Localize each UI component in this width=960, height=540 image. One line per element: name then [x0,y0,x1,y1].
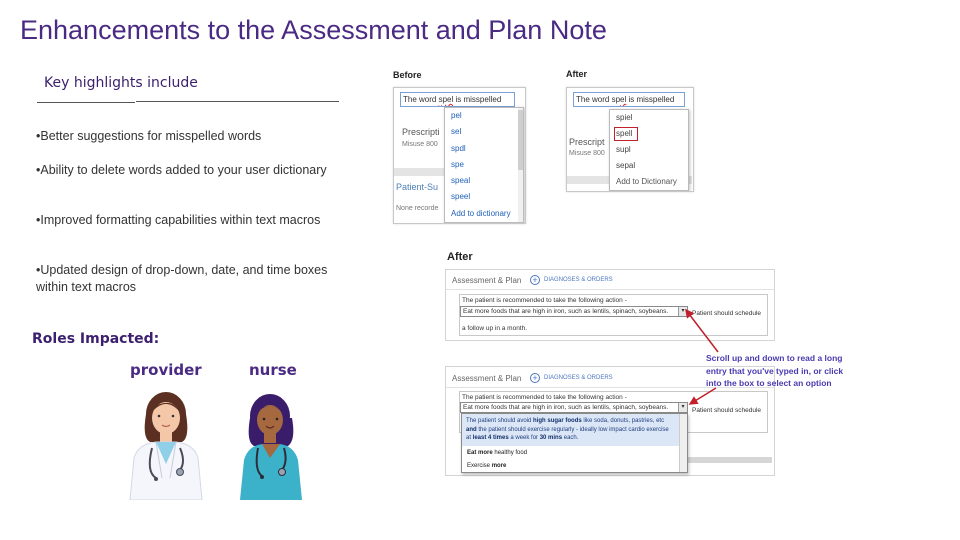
before-bg-misuse: Misuse 800 [402,141,438,148]
before-add-to-dictionary[interactable]: Add to dictionary [451,208,511,218]
before-bg-bar [394,168,444,176]
before-bg-patient: Patient-Su [396,182,439,192]
slide-title: Enhancements to the Assessment and Plan Note [20,15,607,45]
schedule-text: Patient should schedule [692,310,762,317]
dropdown-arrow-icon[interactable]: ▾ [678,403,687,412]
before-suggestion-list[interactable] [444,107,524,223]
before-suggestion-item[interactable]: pel [451,111,462,120]
nurse-illustration [236,390,306,500]
roles-heading: Roles Impacted: [32,331,160,347]
recommend-text: The patient is recommended to take the following action - [462,297,627,304]
before-suggestion-item[interactable]: sel [451,127,462,137]
after-spellcheck-panel [566,87,694,192]
dropdown-arrow-icon[interactable]: ▾ [678,307,687,316]
panel-footer-bar [686,457,772,463]
before-bg-prescription: Prescripti [402,127,440,137]
before-bg-none: None recorde [396,205,439,212]
after-label: After [566,69,588,79]
diagnoses-orders-link[interactable]: DIAGNOSES & ORDERS [544,277,613,283]
after-bg-prescription: Prescript [569,137,605,147]
role-provider-label: provider [130,361,202,379]
heading-underline-left [37,102,135,103]
after-suggestion-highlighted[interactable]: spell [613,126,639,142]
after-text-input[interactable]: The word spel is misspelled [573,92,685,107]
after-suggestion-list[interactable] [609,109,689,191]
provider-illustration [122,388,212,500]
follow-up-text: a follow up in a month. [462,325,528,332]
before-suggestion-item[interactable]: speal [451,176,471,186]
expanded-option-long[interactable]: The patient should avoid high sugar foods like soda, donuts, pastries, etc and the patient should exercise regularly - ideally low impact cardio exercise at least 4 times a week for 30 mins each. [462,414,679,446]
expanded-option-exercise[interactable]: Exercise more [467,463,507,469]
arrow-to-top-dropdown [686,310,718,352]
before-suggestion-item[interactable]: spdl [451,143,466,153]
callout-text: Scroll up and down to read a long entry that you've typed in, or click into the box to select an option [706,353,844,388]
expanded-option-eat[interactable]: Eat more healthy food [467,450,528,456]
before-suggestion-item[interactable]: spe [451,159,464,169]
before-suggestion-scroll-thumb[interactable] [518,110,523,170]
arrow-to-expanded-list [690,388,716,404]
assessment-after-label: After [447,251,473,263]
bullet-formatting: •Improved formatting capabilities within text macros [36,213,321,227]
role-nurse-label: nurse [249,361,297,379]
expanded-dropdown-list[interactable] [461,413,688,473]
before-suggestion-item[interactable]: speel [451,192,471,202]
after-bg-misuse: Misuse 800 [569,150,605,157]
macro-dropdown-open[interactable]: Eat more foods that are high in iron, such as lentils, spinach, soybeans. ▾ [460,402,688,413]
after-suggestion-item[interactable]: sepal [616,161,636,170]
after-add-to-dictionary[interactable]: Add to Dictionary [616,177,677,186]
bullet-suggestions: •Better suggestions for misspelled words [36,129,262,143]
heading-underline-right [136,101,339,102]
after-suggestion-item[interactable]: spiel [616,113,633,122]
assessment-panel-title: Assessment & Plan [452,374,522,383]
recommend-text: The patient is recommended to take the following action - [462,394,627,401]
highlights-heading: Key highlights include [44,75,198,91]
bullet-dropdown-design: •Updated design of drop-down, date, and time boxes within text macros [36,263,328,294]
panel-divider [446,289,774,290]
before-spellcheck-panel [393,87,526,224]
diagnoses-orders-link[interactable]: DIAGNOSES & ORDERS [544,375,613,381]
macro-dropdown[interactable]: Eat more foods that are high in iron, such as lentils, spinach, soybeans. ▾ [460,306,688,317]
bullet-delete-words: •Ability to delete words added to your user dictionary [36,163,327,177]
assessment-panel-title: Assessment & Plan [452,276,522,285]
schedule-text: Patient should schedule [692,407,762,414]
add-circle-icon[interactable]: + [530,275,540,285]
after-suggestion-item[interactable]: supl [616,145,631,154]
before-text-input[interactable]: The word spel is misspelled [400,92,515,107]
before-label: Before [393,70,422,80]
add-circle-icon[interactable]: + [530,373,540,383]
